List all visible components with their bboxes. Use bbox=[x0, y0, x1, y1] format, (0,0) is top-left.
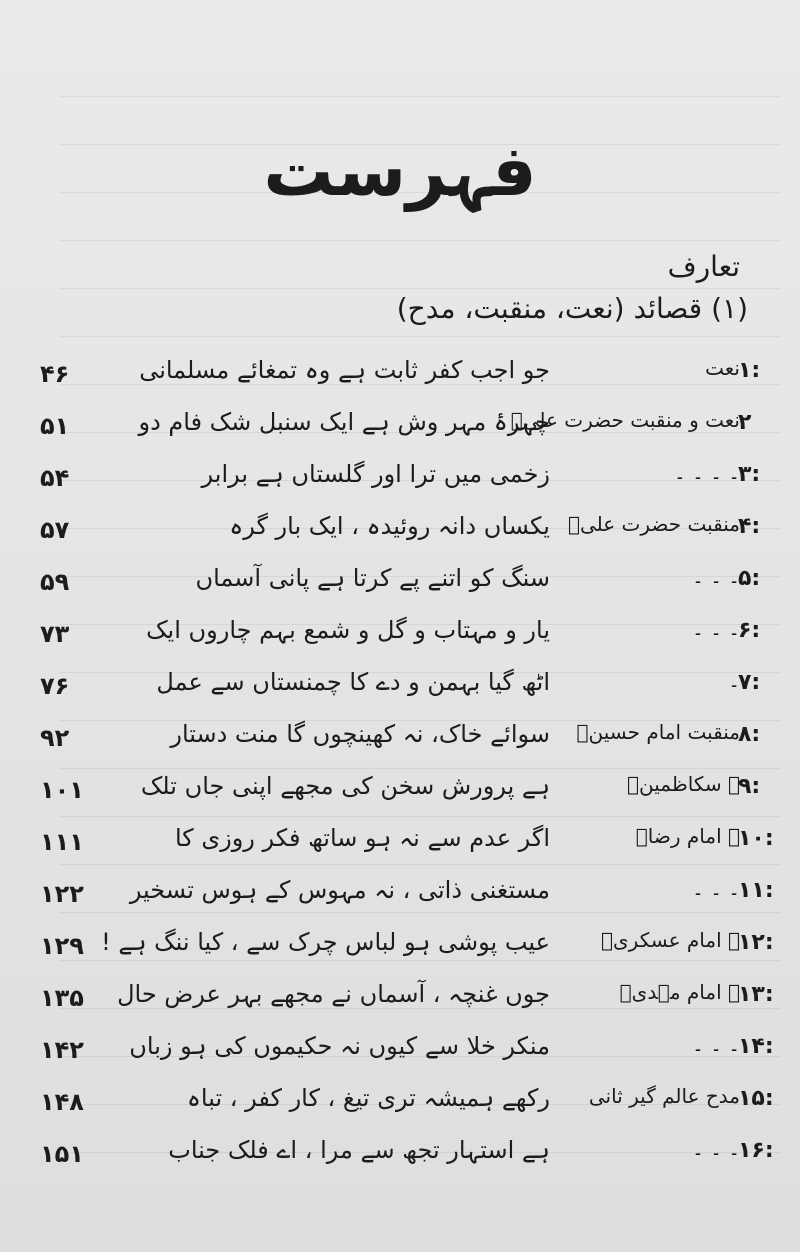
toc-first-line: زخمی میں ترا اور گلستاں ہے برابر bbox=[201, 460, 550, 488]
toc-first-line: اگر عدم سے نہ ہو ساتھ فکر روزی کا bbox=[174, 824, 550, 852]
toc-row bbox=[0, 768, 800, 820]
toc-index: ۱۶: bbox=[738, 1138, 774, 1163]
toc-page-number: ۱۲۲ bbox=[40, 880, 84, 908]
toc-row bbox=[0, 820, 800, 872]
toc-first-line: جو اجب کفر ثابت ہے وہ تمغائے مسلمانی bbox=[139, 356, 550, 384]
toc-first-line: عیب پوشی ہو لباس چرک سے ، کیا ننگ ہے ! bbox=[101, 928, 550, 956]
toc-first-line: یکساں دانہ روئیدہ ، ایک بار گرہ bbox=[229, 512, 550, 540]
toc-title: ۔ امام رضاؓ bbox=[635, 824, 740, 848]
toc-index: ۱۴: bbox=[738, 1034, 774, 1059]
toc-first-line: ہے استہار تجھ سے مرا ، اے فلک جناب bbox=[168, 1136, 550, 1164]
toc-page-number: ۷۳ bbox=[40, 620, 70, 648]
toc-first-line: مستغنی ذاتی ، نہ مہوس کے ہوس تسخیر bbox=[129, 876, 550, 904]
toc-first-line: سنگ کو اتنے پے کرتا ہے پانی آسماں bbox=[195, 564, 550, 592]
toc-title: ۔ ۔ ۔ bbox=[692, 564, 740, 588]
toc-row bbox=[0, 872, 800, 924]
toc-title: ۔ ۔ ۔ bbox=[692, 1136, 740, 1160]
toc-title: نعت و منقبت حضرت علیؓ bbox=[510, 408, 740, 432]
toc-first-line: جوں غنچہ ، آسماں نے مجھے بہر عرض حال bbox=[117, 980, 550, 1008]
toc-page-number: ۴۶ bbox=[40, 360, 70, 388]
toc-title: ۔ امام عسکریؓ bbox=[601, 928, 740, 952]
toc-page-number: ۱۴۸ bbox=[40, 1088, 84, 1116]
toc-title: مدح عالم گیر ثانی bbox=[588, 1084, 740, 1108]
toc-first-line: ہے پرورش سخن کی مجھے اپنی جاں تلک bbox=[140, 772, 550, 800]
toc-page-number: ۱۱۱ bbox=[40, 828, 84, 856]
toc-title: ۔ bbox=[728, 668, 740, 692]
toc-first-line: منکر خلا سے کیوں نہ حکیموں کی ہو زباں bbox=[129, 1032, 550, 1060]
toc-title: ۔ ۔ ۔ ۔ bbox=[674, 460, 740, 484]
toc-index: ۱۱: bbox=[738, 878, 774, 903]
toc-row bbox=[0, 352, 800, 404]
toc-index: ۱۳: bbox=[738, 982, 774, 1007]
toc-row bbox=[0, 560, 800, 612]
toc-row bbox=[0, 404, 800, 456]
toc-page-number: ۷۶ bbox=[40, 672, 70, 700]
toc-title: ۔ امام مہدیؓ bbox=[619, 980, 740, 1004]
toc-first-line: اٹھ گیا بہمن و دے کا چمنستاں سے عمل bbox=[156, 668, 550, 696]
section-heading: (۱) قصائد (نعت، منقبت، مدح) bbox=[396, 292, 748, 325]
toc-index: ۶: bbox=[738, 618, 761, 643]
toc-row bbox=[0, 612, 800, 664]
toc-title: ۔ ۔ ۔ bbox=[692, 876, 740, 900]
toc-row bbox=[0, 664, 800, 716]
toc-index: ۱: bbox=[738, 358, 761, 383]
toc-page-number: ۱۰۱ bbox=[40, 776, 84, 804]
toc-page-number: ۵۹ bbox=[40, 568, 70, 596]
toc-title: نعت bbox=[705, 356, 740, 380]
toc-first-line: چہرۂ مہر وش ہے ایک سنبل شک فام دو bbox=[138, 408, 550, 436]
toc-page-number: ۵۷ bbox=[40, 516, 70, 544]
toc-index: ۲ bbox=[738, 410, 752, 435]
toc-page-number: ۱۲۹ bbox=[40, 932, 84, 960]
toc-page-number: ۱۴۲ bbox=[40, 1036, 84, 1064]
toc-row bbox=[0, 1080, 800, 1132]
toc-first-line: یار و مہتاب و گل و شمع بہم چاروں ایک bbox=[146, 616, 550, 644]
toc-row bbox=[0, 976, 800, 1028]
toc-title: منقبت حضرت علیؓ bbox=[567, 512, 740, 536]
toc-title: ۔ سکاظمینؓ bbox=[627, 772, 740, 796]
intro-entry: تعارف bbox=[667, 250, 740, 283]
toc-title: منقبت امام حسینؓ bbox=[576, 720, 740, 744]
toc-page-number: ۵۱ bbox=[40, 412, 70, 440]
toc-page-number: ۵۴ bbox=[40, 464, 70, 492]
toc-row bbox=[0, 716, 800, 768]
toc-first-line: رکھے ہمیشہ تری تیغ ، کار کفر ، تباہ bbox=[186, 1084, 550, 1112]
toc-index: ۹: bbox=[738, 774, 761, 799]
toc-page-number: ۱۳۵ bbox=[40, 984, 84, 1012]
toc-title: ۔ ۔ ۔ bbox=[692, 1032, 740, 1056]
toc-row bbox=[0, 1132, 800, 1184]
toc-first-line: سوائے خاک، نہ کھینچوں گا منت دستار bbox=[170, 720, 550, 748]
toc-row bbox=[0, 508, 800, 560]
toc-index: ۷: bbox=[738, 670, 761, 695]
toc-index: ۸: bbox=[738, 722, 761, 747]
toc-index: ۴: bbox=[738, 514, 761, 539]
toc-row bbox=[0, 456, 800, 508]
toc-index: ۱۲: bbox=[738, 930, 774, 955]
toc-title: ۔ ۔ ۔ bbox=[692, 616, 740, 640]
toc-index: ۱۵: bbox=[738, 1086, 774, 1111]
toc-row bbox=[0, 924, 800, 976]
toc-page-number: ۹۲ bbox=[40, 724, 70, 752]
toc-page-number: ۱۵۱ bbox=[40, 1140, 84, 1168]
toc-index: ۱۰: bbox=[738, 826, 774, 851]
page-title: فہرست bbox=[263, 130, 537, 212]
toc-index: ۳: bbox=[738, 462, 761, 487]
toc-row bbox=[0, 1028, 800, 1080]
toc-index: ۵: bbox=[738, 566, 761, 591]
